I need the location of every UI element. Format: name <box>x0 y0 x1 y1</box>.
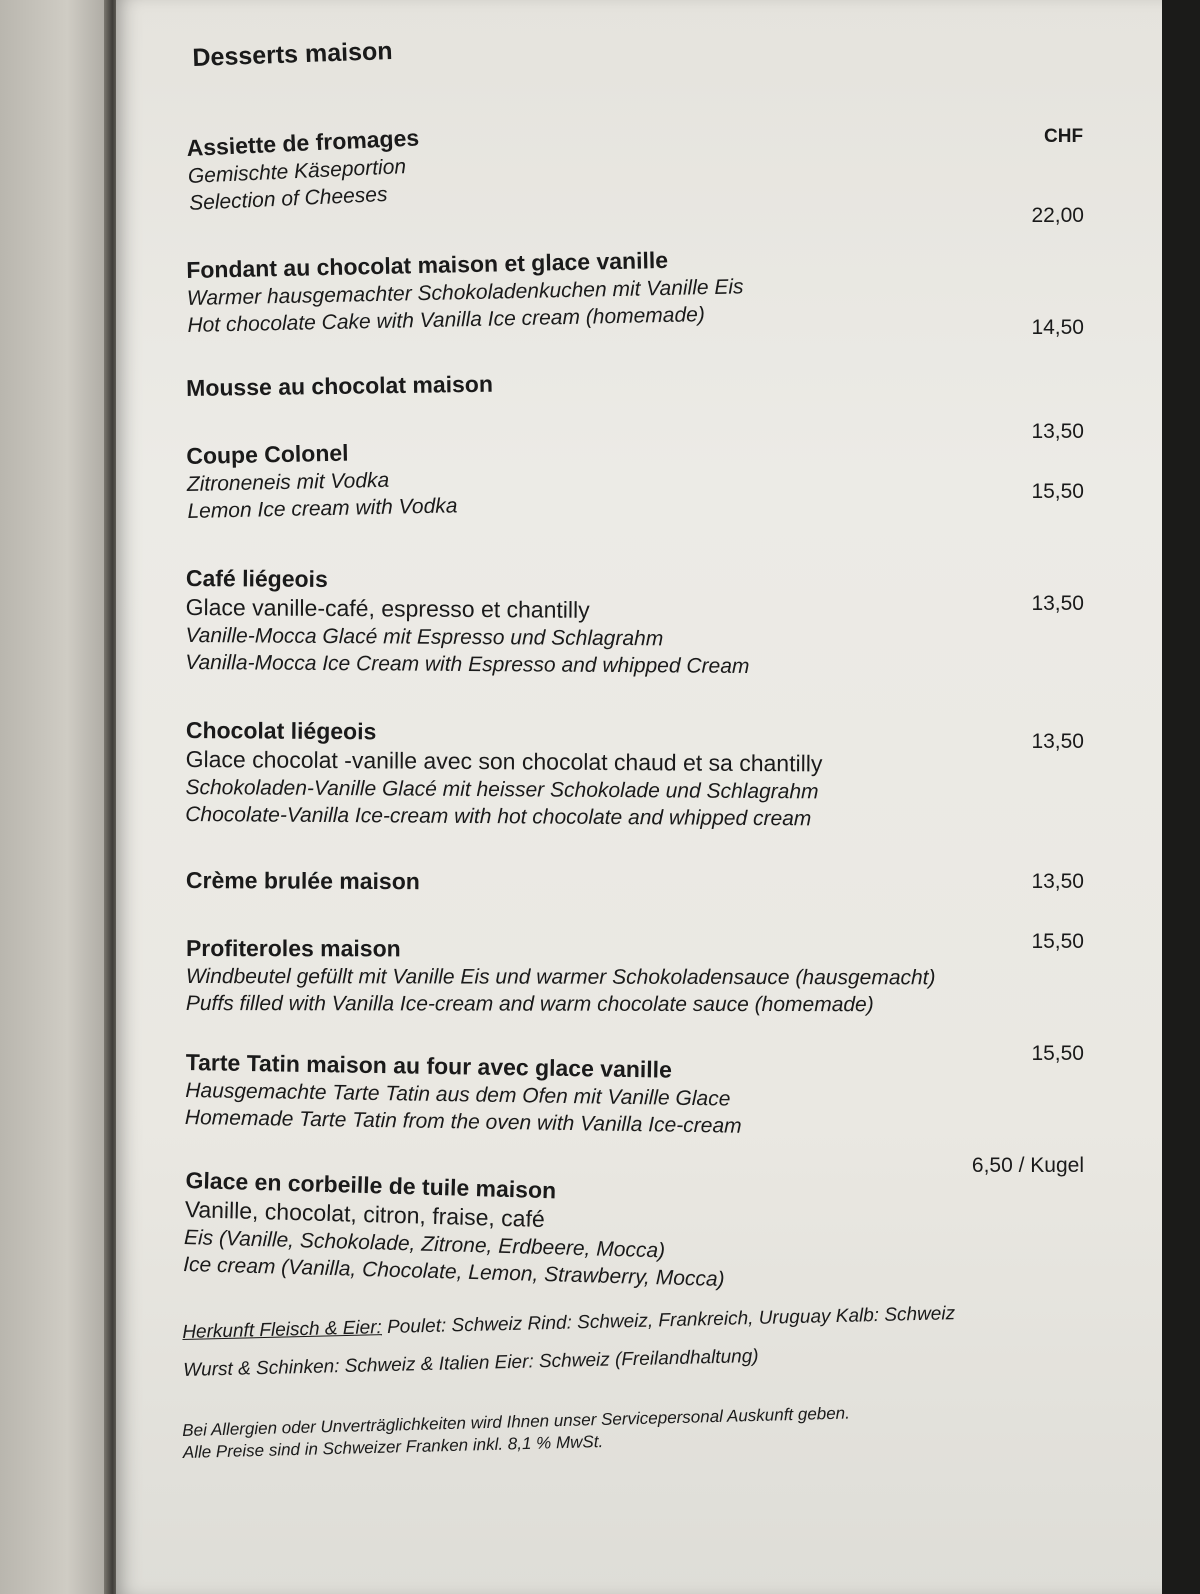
menu-item-creme-brulee <box>186 866 1006 899</box>
item-name: Mousse au chocolat maison <box>186 370 494 401</box>
item-name: Coupe Colonel <box>186 439 349 469</box>
item-desc-de: Eis (Vanille, Schokolade, Zitrone, Erdbeere, Mocca) <box>183 1225 666 1263</box>
item-desc-en: Chocolate-Vanilla Ice-cream with hot chocolate and whipped cream <box>185 802 812 831</box>
item-name: Glace en corbeille de tuile maison <box>185 1166 557 1204</box>
left-page-edge <box>0 0 112 1594</box>
item-price: 15,50 <box>1031 480 1084 503</box>
item-name: Crème brulée maison <box>185 867 420 895</box>
item-name: Fondant au chocolat maison et glace vanille <box>186 246 669 283</box>
item-desc-de: Zitroneneis mit Vodka <box>186 468 390 496</box>
item-desc-en: Ice cream (Vanilla, Chocolate, Lemon, Strawberry, Mocca) <box>182 1252 725 1292</box>
price-note: Alle Preise sind in Schweizer Franken inkl. 8,1 % MwSt. <box>182 1431 604 1462</box>
currency-label: CHF <box>1044 126 1084 147</box>
item-name: Assiette de fromages <box>186 124 420 161</box>
item-desc-de: Gemischte Käseportion <box>187 155 407 188</box>
menu-item-profiteroles <box>186 934 1006 1018</box>
item-name: Chocolat liégeois <box>185 717 377 745</box>
origin-label: Herkunft Fleisch & Eier: <box>182 1317 383 1343</box>
menu-item-tarte-tatin <box>185 1048 1006 1144</box>
origin-notes <box>182 1298 1063 1383</box>
menu-item-fondant <box>186 239 1008 339</box>
menu-item-coupe-colonel <box>186 425 1008 525</box>
page-title: Desserts maison <box>192 37 393 72</box>
item-name: Profiteroles maison <box>185 935 401 962</box>
menu-page <box>116 0 1162 1594</box>
origin-line-2: Wurst & Schinken: Schweiz & Italien Eier: Schweiz (Freilandhaltung) <box>182 1345 759 1381</box>
allergy-note: Bei Allergien oder Unverträglichkeiten wird Ihnen unser Servicepersonal Auskunft geben. <box>182 1403 851 1440</box>
item-price: 15,50 <box>1031 930 1084 953</box>
menu-item-assiette <box>186 97 1009 217</box>
item-desc-de: Vanille-Mocca Glacé mit Espresso und Schlagrahm <box>185 623 664 651</box>
origin-details: Poulet: Schweiz Rind: Schweiz, Frankreich, Uruguay Kalb: Schweiz <box>381 1303 956 1339</box>
footer-notes <box>182 1400 943 1464</box>
item-desc-fr: Glace chocolat -vanille avec son chocolat chaud et sa chantilly <box>185 745 823 777</box>
menu-item-chocolat-liegeois <box>185 716 1006 834</box>
item-desc-en: Hot chocolate Cake with Vanilla Ice cream (homemade) <box>187 303 706 337</box>
item-price: 13,50 <box>1031 592 1084 615</box>
item-desc-de: Schokoladen-Vanille Glacé mit heisser Schokolade und Schlagrahm <box>185 775 819 804</box>
item-price: 13,50 <box>1031 870 1084 893</box>
item-desc-fr: Vanille, chocolat, citron, fraise, café <box>184 1195 546 1233</box>
item-desc-de: Windbeutel gefüllt mit Vanille Eis und warmer Schokoladensauce (hausgemacht) <box>185 964 936 990</box>
item-price: 22,00 <box>1031 204 1084 227</box>
item-desc-en: Lemon Ice cream with Vodka <box>187 494 458 523</box>
menu-item-mousse <box>186 363 1006 403</box>
item-price: 6,50 / Kugel <box>971 1154 1084 1177</box>
item-price: 13,50 <box>1031 730 1084 753</box>
menu-item-glace-corbeille <box>183 1166 1006 1301</box>
item-desc-en: Vanilla-Mocca Ice Cream with Espresso and whipped Cream <box>185 650 750 678</box>
menu-content <box>152 0 1084 1594</box>
item-name: Tarte Tatin maison au four avec glace vanille <box>185 1048 673 1083</box>
item-price: 15,50 <box>1031 1042 1084 1065</box>
item-price: 13,50 <box>1031 420 1084 443</box>
item-desc-fr: Glace vanille-café, espresso et chantilly <box>185 593 590 623</box>
item-desc-de: Hausgemachte Tarte Tatin aus dem Ofen mit Vanille Glace <box>185 1078 731 1111</box>
item-desc-en: Selection of Cheeses <box>188 182 388 215</box>
item-price: 14,50 <box>1031 316 1084 339</box>
item-name: Café liégeois <box>185 565 328 592</box>
item-desc-en: Puffs filled with Vanilla Ice-cream and warm chocolate sauce (homemade) <box>185 991 874 1017</box>
item-desc-en: Homemade Tarte Tatin from the oven with Vanilla Ice-cream <box>184 1105 742 1138</box>
menu-item-cafe-liegeois <box>185 564 1006 682</box>
background-edge <box>1160 0 1200 1594</box>
item-desc-de: Warmer hausgemachter Schokoladenkuchen mit Vanille Eis <box>186 275 744 310</box>
